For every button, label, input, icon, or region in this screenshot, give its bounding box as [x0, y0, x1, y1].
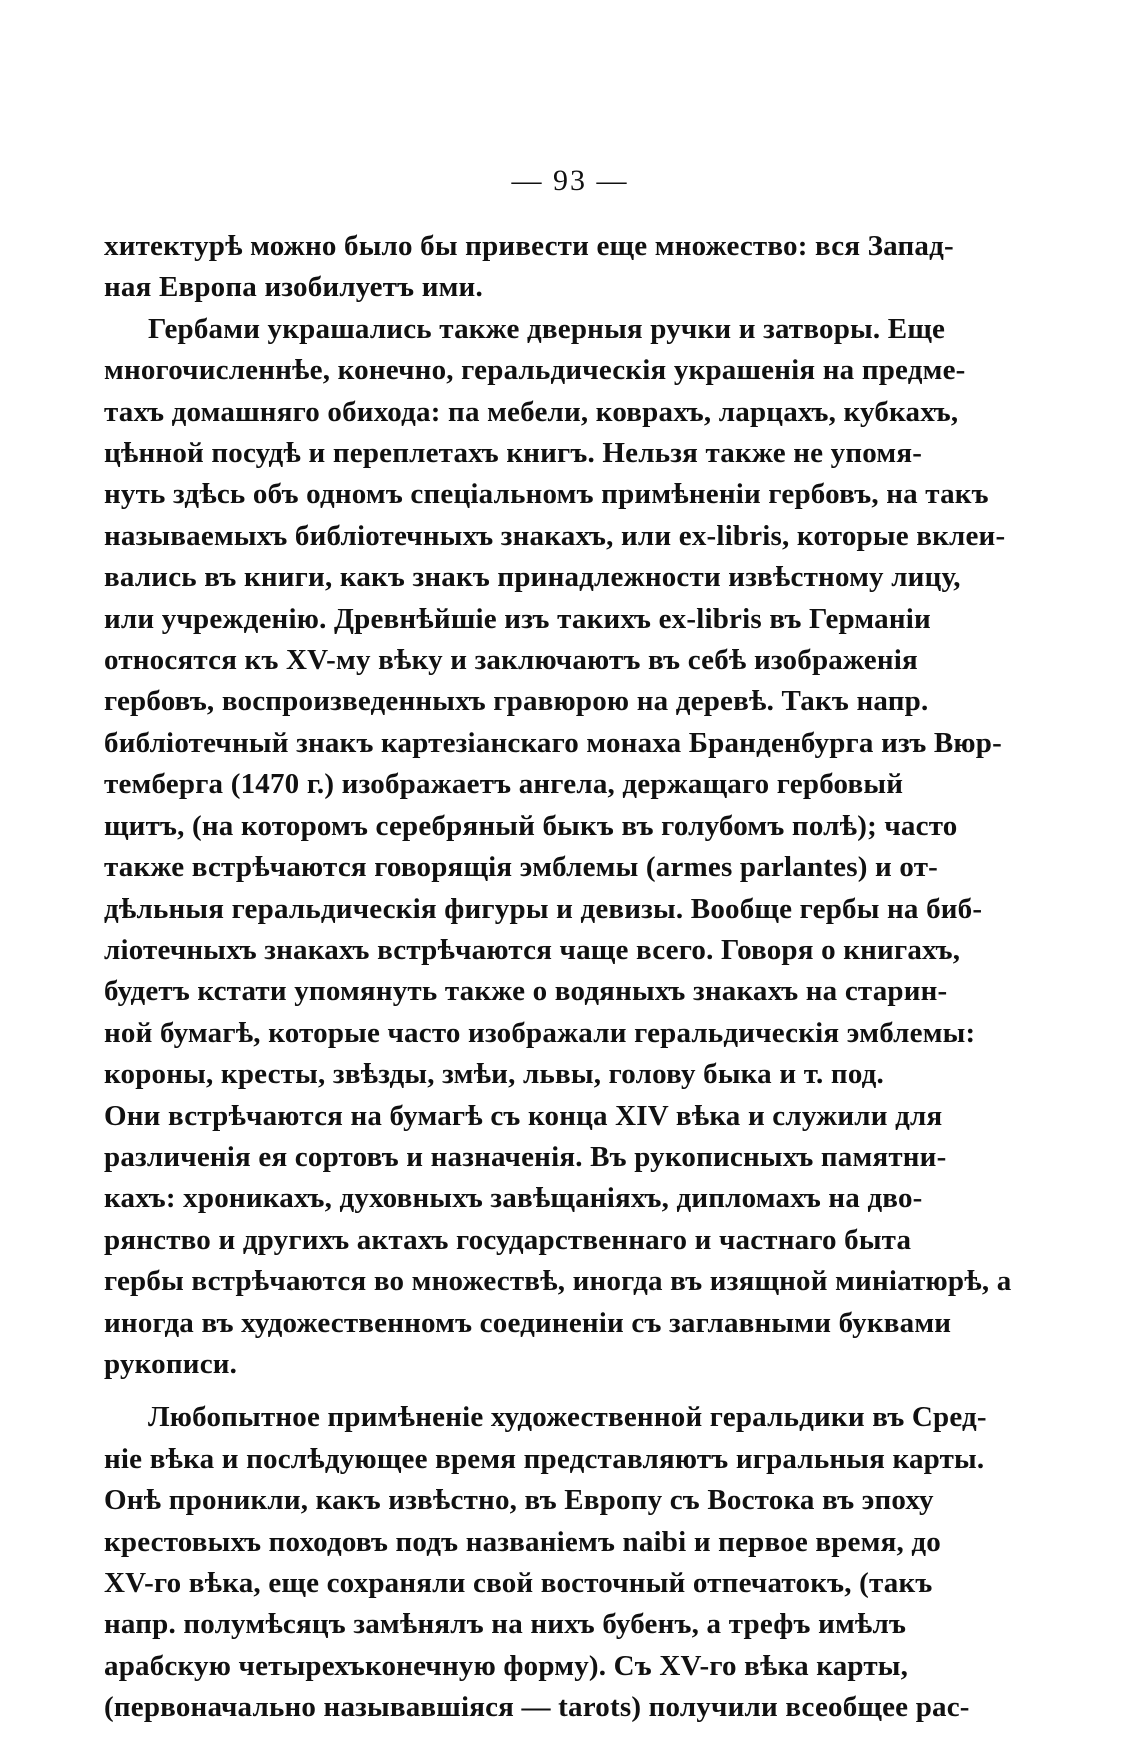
text-line: многочисленнѣе, конечно, геральдическія украшенія на предме- [104, 354, 966, 387]
text-line: рукописи. [104, 1347, 238, 1380]
text-line: Гербами украшались также дверныя ручки и затворы. Еще [148, 312, 946, 345]
text-line: хитектурѣ можно было бы привести еще множество: вся Запад- [104, 230, 954, 262]
text-line: короны, кресты, звѣзды, змѣи, львы, голову быка и т. под. [104, 1058, 884, 1091]
text-line: нуть здѣсь объ одномъ спеціальномъ примѣненіи гербовъ, на такъ [104, 478, 989, 511]
text-line: дѣльныя геральдическія фигуры и девизы. Вообще гербы на биб- [104, 892, 983, 925]
text-line: кахъ: хроникахъ, духовныхъ завѣщаніяхъ, дипломахъ на дво- [104, 1182, 923, 1215]
text-line: гербы встрѣчаются во множествѣ, иногда въ изящной миніатюрѣ, а [104, 1265, 1012, 1298]
text-line: Они встрѣчаются на бумагѣ съ конца XIV вѣка и служили для [104, 1099, 943, 1132]
text-line: гербовъ, воспроизведенныхъ гравюрою на деревѣ. Такъ напр. [104, 685, 929, 718]
text-line: цѣнной посудѣ и переплетахъ книгъ. Нельзя также не упомя- [104, 437, 923, 470]
text-line: также встрѣчаются говорящія эмблемы (armes parlantes) и от- [104, 851, 938, 884]
text-line: ная Европа изобилуетъ ими. [104, 271, 483, 304]
page-number: — 93 — [511, 164, 629, 197]
text-line: темберга (1470 г.) изображаетъ ангела, держащаго гербовый [104, 768, 904, 801]
page-body [104, 226, 1012, 1729]
text-line: Онѣ проникли, какъ извѣстно, въ Европу съ Востока въ эпоху [104, 1484, 934, 1517]
text-line: будетъ кстати упомянуть также о водяныхъ знакахъ на старин- [104, 975, 948, 1008]
text-line: называемыхъ библіотечныхъ знакахъ, или ex-libris, которые вклеи- [104, 519, 1006, 552]
text-line: щитъ, (на которомъ серебряный быкъ въ голубомъ полѣ); часто [104, 809, 958, 842]
text-line: ліотечныхъ знакахъ встрѣчаются чаще всего. Говоря о книгахъ, [104, 933, 961, 966]
text-line: относятся къ XV-му вѣку и заключаютъ въ себѣ изображенія [104, 644, 918, 677]
text-line: тахъ домашняго обихода: па мебели, коврахъ, ларцахъ, кубкахъ, [104, 395, 959, 428]
text-line: крестовыхъ походовъ подъ названіемъ naibi и первое время, до [104, 1525, 941, 1558]
paragraph-continued [104, 226, 954, 309]
text-line: библіотечный знакъ картезіанскаго монаха Бранденбурга изъ Вюр- [104, 726, 1002, 759]
text-line: ной бумагѣ, которые часто изображали геральдическія эмблемы: [104, 1016, 976, 1049]
text-line: вались въ книги, какъ знакъ принадлежности извѣстному лицу, [104, 561, 961, 594]
text-line: Любопытное примѣненіе художественной геральдики въ Сред- [148, 1401, 987, 1434]
paragraph-coats-of-arms-decoration [104, 309, 1012, 1386]
text-line: иногда въ художественномъ соединеніи съ заглавными буквами [104, 1306, 952, 1339]
text-line: различенія ея сортовъ и назначенія. Въ рукописныхъ памятни- [104, 1140, 947, 1173]
text-line: ніе вѣка и послѣдующее время представляютъ игральныя карты. [104, 1442, 985, 1475]
text-line: рянство и другихъ актахъ государственнаго и частнаго быта [104, 1223, 912, 1256]
text-line: (первоначально называвшіяся — tarots) получили всеобщее рас- [104, 1691, 970, 1724]
paragraph-playing-cards [104, 1397, 987, 1728]
text-line: или учрежденію. Древнѣйшіе изъ такихъ ex-libris въ Германіи [104, 602, 931, 635]
text-line: арабскую четырехъконечную форму). Съ XV-го вѣка карты, [104, 1649, 909, 1682]
text-line: напр. полумѣсяцъ замѣнялъ на нихъ бубенъ, а трефъ имѣлъ [104, 1608, 907, 1641]
text-line: XV-го вѣка, еще сохраняли свой восточный отпечатокъ, (такъ [104, 1567, 933, 1599]
